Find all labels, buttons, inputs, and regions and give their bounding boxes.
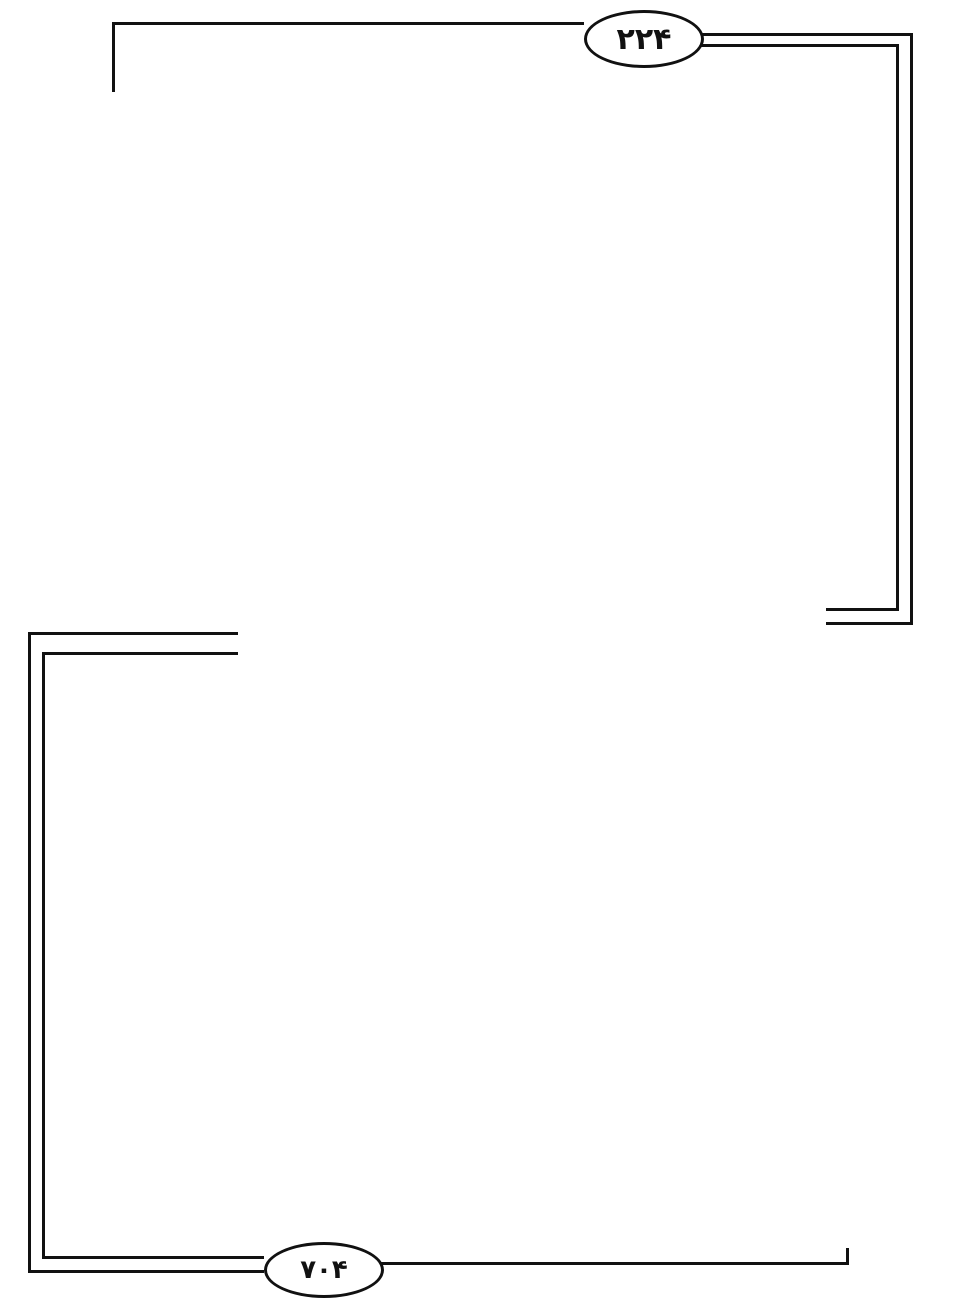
frame-top-right-inner [698,44,898,47]
frame-top-right [698,33,912,36]
frame-top-outer [112,22,584,25]
frame-left-h [28,632,238,635]
page-number-top: ۲۲۴ [584,10,704,68]
frame-mid-right-h2 [826,608,899,611]
frame-left-lower-outer [28,632,31,1272]
frame-bottom-right [378,1262,848,1265]
frame-left-lower-inner [42,652,45,1258]
frame-bottom-right-end [846,1248,849,1265]
frame-right-inner [896,44,899,609]
frame-bottom-inner [42,1256,264,1259]
frame-right-outer [910,33,913,623]
frame-left-top [112,22,115,92]
frame-mid-right-h [826,622,913,625]
frame-left-h2 [42,652,238,655]
page-number-bottom: ۷۰۴ [264,1242,384,1298]
frame-bottom-outer [28,1270,264,1273]
